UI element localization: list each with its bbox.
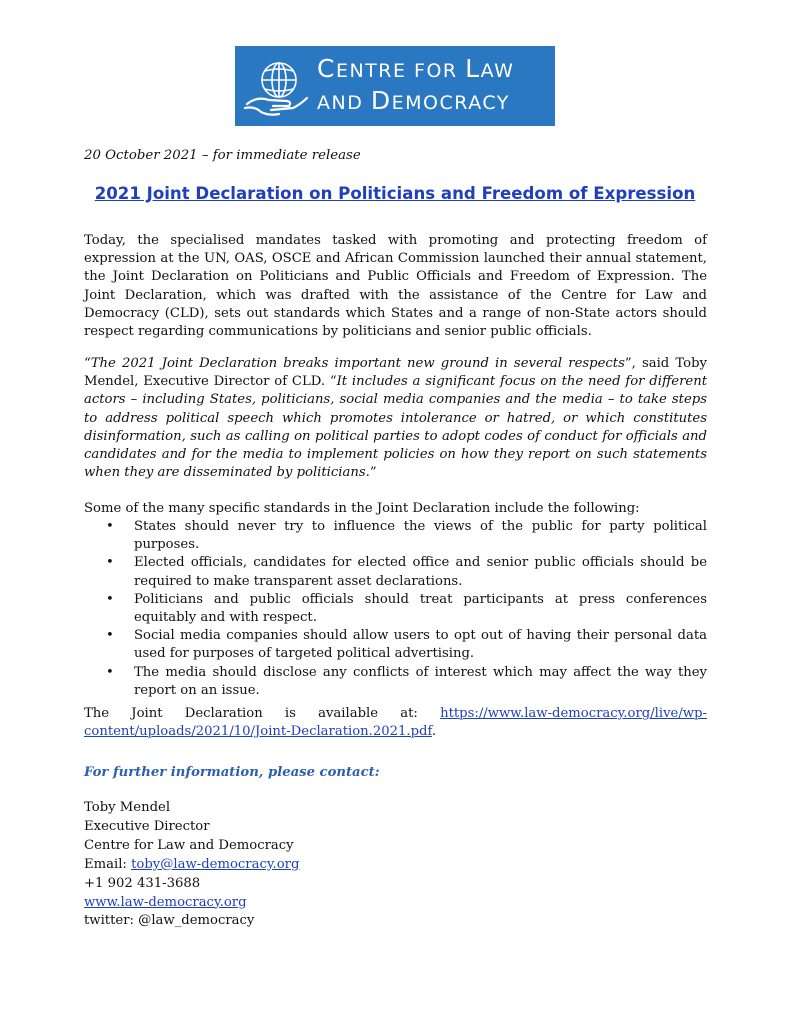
declaration-pdf-link[interactable]: https://www.law-democracy.org/live/wp-content/uploads/2021/10/Joint-Declaration.2021.pdf (84, 706, 707, 740)
list-item: • Social media companies should allow users to opt out of having their personal data used for purposes of targeted political advertising. (84, 627, 707, 663)
list-item: • Elected officials, candidates for elected office and senior public officials should be required to make transparent asset declarations. (84, 554, 707, 590)
logo-line-1: CENTRE FOR LAW (317, 54, 515, 83)
cld-logo (235, 46, 555, 126)
quote-part-2: It includes a significant focus on the need for different actors – including States, politicians, social media companies and the media – to take steps to address political speech which promotes intolerance or hatred, or which constitutes disinformation, such as calling on political parties to adopt codes of conduct for officials and candidates and for the media to implement policies on how they report on such statements when they are disseminated by politicians. (84, 374, 707, 481)
contact-org: Centre for Law and Democracy (84, 837, 294, 853)
list-item: • Politicians and public officials should treat participants at press conferences equitably and with respect. (84, 591, 707, 627)
contact-phone: +1 902 431-3688 (84, 875, 201, 891)
list-item: • The media should disclose any conflicts of interest which may affect the way they report on an issue. (84, 664, 707, 700)
email-link[interactable]: toby@law-democracy.org (131, 856, 300, 872)
contact-website-line (84, 894, 299, 913)
contact-block (84, 799, 299, 931)
logo-line-2: AND DEMOCRACY (317, 86, 510, 115)
page-title: 2021 Joint Declaration on Politicians and Freedom of Expression (94, 184, 696, 203)
standards-intro: Some of the many specific standards in the Joint Declaration include the following: (84, 501, 640, 516)
website-link[interactable]: www.law-democracy.org (84, 894, 247, 910)
standards-list (84, 518, 707, 700)
quote-part-1: The 2021 Joint Declaration breaks important new ground in several respects (90, 356, 625, 371)
logo-wordmark (317, 54, 514, 118)
contact-name: Toby Mendel (84, 800, 171, 815)
list-item: • States should never try to influence the views of the public for party political purposes. (84, 518, 707, 554)
quote-paragraph: “The 2021 Joint Declaration breaks important new ground in several respects”, said Toby Mendel, Executive Director of CLD. “It includes a significant focus on the need for different actors – including States, politicians, social media companies and the media – to take steps to address political speech which promotes intolerance or hatred, or which constitutes disinformation, such as calling on political parties to adopt codes of conduct for officials and candidates and for the media to implement policies on how they report on such statements when they are disseminated by politicians.” (84, 356, 707, 481)
dateline: 20 October 2021 – for immediate release (84, 148, 361, 163)
contact-email-line: Email: toby@law-democracy.org (84, 856, 300, 872)
globe-in-hand-icon (235, 46, 315, 126)
intro-paragraph: Today, the specialised mandates tasked with promoting and protecting freedom of expression at the UN, OAS, OSCE and African Commission launched their annual statement, the Joint Declaration on Politicians and Public Officials and Freedom of Expression. The Joint Declaration, which was drafted with the assistance of the Centre for Law and Democracy (CLD), sets out standards which States and a range of non-State actors should respect regarding communications by politicians and senior public officials. (84, 233, 707, 340)
availability-paragraph: The Joint Declaration is available at: https://www.law-democracy.org/live/wp-content/uploads/2021/10/Joint-Declaration.2021.pdf. (84, 706, 707, 740)
contact-twitter: twitter: @law_democracy (84, 913, 255, 929)
contact-role: Executive Director (84, 818, 210, 834)
contact-heading: For further information, please contact: (84, 765, 380, 780)
